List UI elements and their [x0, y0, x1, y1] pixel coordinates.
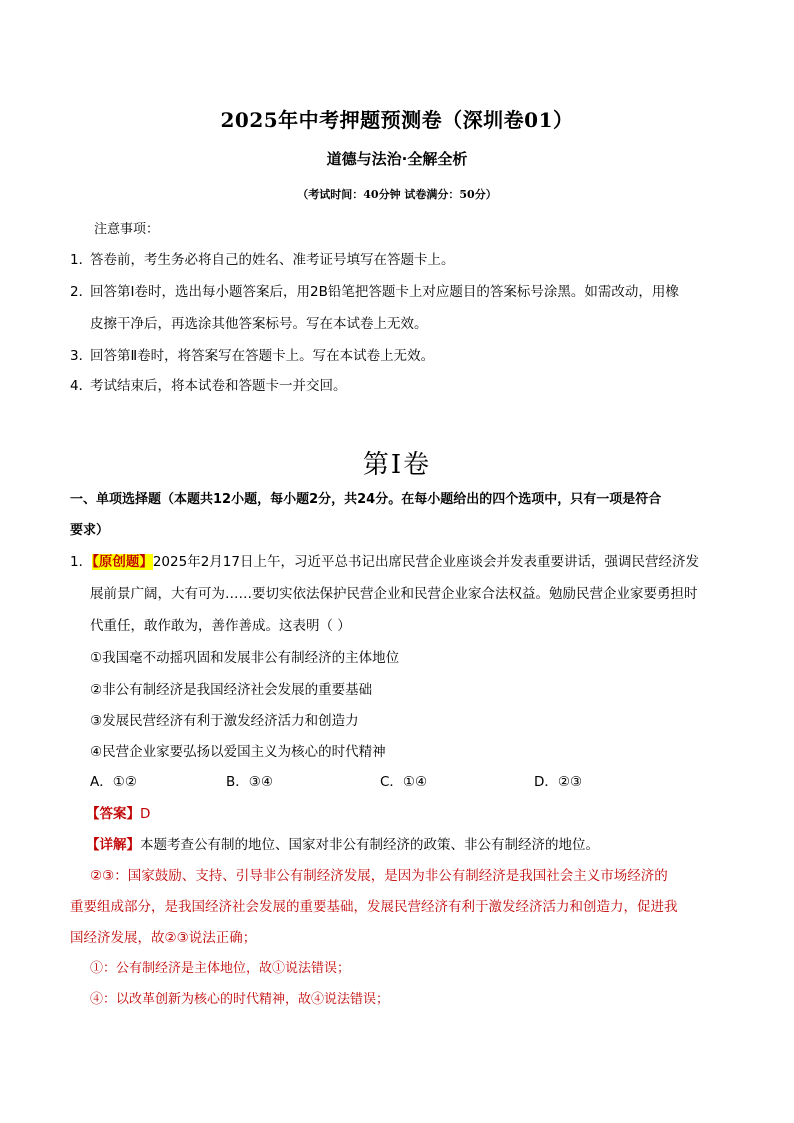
statement-item: ①我国毫不动摇巩固和发展非公有制经济的主体地位 [90, 650, 400, 666]
notes-title: 注意事项： [94, 222, 160, 237]
question-number: 1． [70, 554, 93, 570]
detail-text: 本题考查公有制的地位、国家对非公有制经济的政策、非公有制经济的地位。 [140, 837, 599, 853]
statement-item: ④民营企业家要弘扬以爱国主义为核心的时代精神 [90, 744, 386, 760]
question-stem-text: 2025年2月17日上午，习近平总书记出席民营企业座谈会并发表重要讲话，强调民营经济发 [152, 554, 699, 570]
notes-item-text: 回答第Ⅰ卷时，选出每小题答案后，用2B铅笔把答题卡上对应题目的答案标号涂黑。如需改动，用橡 [90, 284, 679, 300]
notes-item-text: 皮擦干净后，再选涂其他答案标号。写在本试卷上无效。 [90, 316, 428, 332]
option-d: D．②③ [534, 774, 583, 790]
notes-item-number: 2． [70, 284, 93, 300]
section-heading: 第Ⅰ卷 [362, 450, 432, 480]
exam-info: （考试时间：40分钟 试卷满分：50分） [297, 188, 497, 201]
notes-item-text: 回答第Ⅱ卷时，将答案写在答题卡上。写在本试卷上无效。 [90, 348, 435, 364]
option-c: C．①④ [380, 774, 428, 790]
part-instructions-line: 一、单项选择题（本题共12小题，每小题2分，共24分。在每小题给出的四个选项中，只有一项是符合 [70, 492, 662, 507]
notes-item-text: 答卷前，考生务必将自己的姓名、准考证号填写在答题卡上。 [90, 252, 455, 268]
analysis-line: ④：以改革创新为核心的时代精神，故④说法错误； [90, 992, 390, 1007]
question-tag: 【原创题】 [92, 554, 153, 570]
answer-line [86, 802, 150, 822]
question-stem-line: 代重任，敢作敢为，善作善成。这表明（ ） [90, 618, 351, 634]
part-instructions-line: 要求） [70, 523, 110, 538]
question-stem-line: 展前景广阔，大有可为……要切实依法保护民营企业和民营企业家合法权益。勉励民营企业家要勇担时 [90, 586, 698, 602]
option-b: B．③④ [226, 774, 273, 790]
statement-item: ③发展民营经济有利于激发经济活力和创造力 [90, 713, 359, 729]
notes-item-number: 4． [70, 378, 93, 394]
detail-tag: 【详解】 [86, 837, 140, 853]
option-a: A．①② [90, 774, 137, 790]
detail-line [86, 833, 599, 853]
analysis-line: ②③：国家鼓励、支持、引导非公有制经济发展，是因为非公有制经济是我国社会主义市场经济的 [90, 868, 668, 884]
notes-item [70, 280, 679, 300]
notes-item-text: 考试结束后，将本试卷和答题卡一并交回。 [90, 378, 347, 394]
document-title: 2025年中考押题预测卷（深圳卷01） [220, 108, 574, 132]
analysis-line: 国经济发展，故②③说法正确； [70, 930, 257, 946]
analysis-line: 重要组成部分，是我国经济社会发展的重要基础，发展民营经济有利于激发经济活力和创造力，促进我 [70, 899, 678, 915]
document-subtitle: 道德与法治·全解全析 [326, 150, 468, 168]
notes-item [70, 344, 434, 364]
notes-item [70, 374, 347, 394]
notes-item-number: 3． [70, 348, 93, 364]
statement-item: ②非公有制经济是我国经济社会发展的重要基础 [90, 682, 373, 698]
notes-item-number: 1． [70, 252, 93, 268]
answer-value: D [140, 806, 151, 822]
notes-item [70, 248, 455, 268]
answer-tag: 【答案】 [86, 806, 140, 822]
analysis-line: ①：公有制经济是主体地位，故①说法错误； [90, 961, 351, 976]
notes-item-continuation [90, 312, 428, 332]
question-stem-line [70, 550, 699, 570]
